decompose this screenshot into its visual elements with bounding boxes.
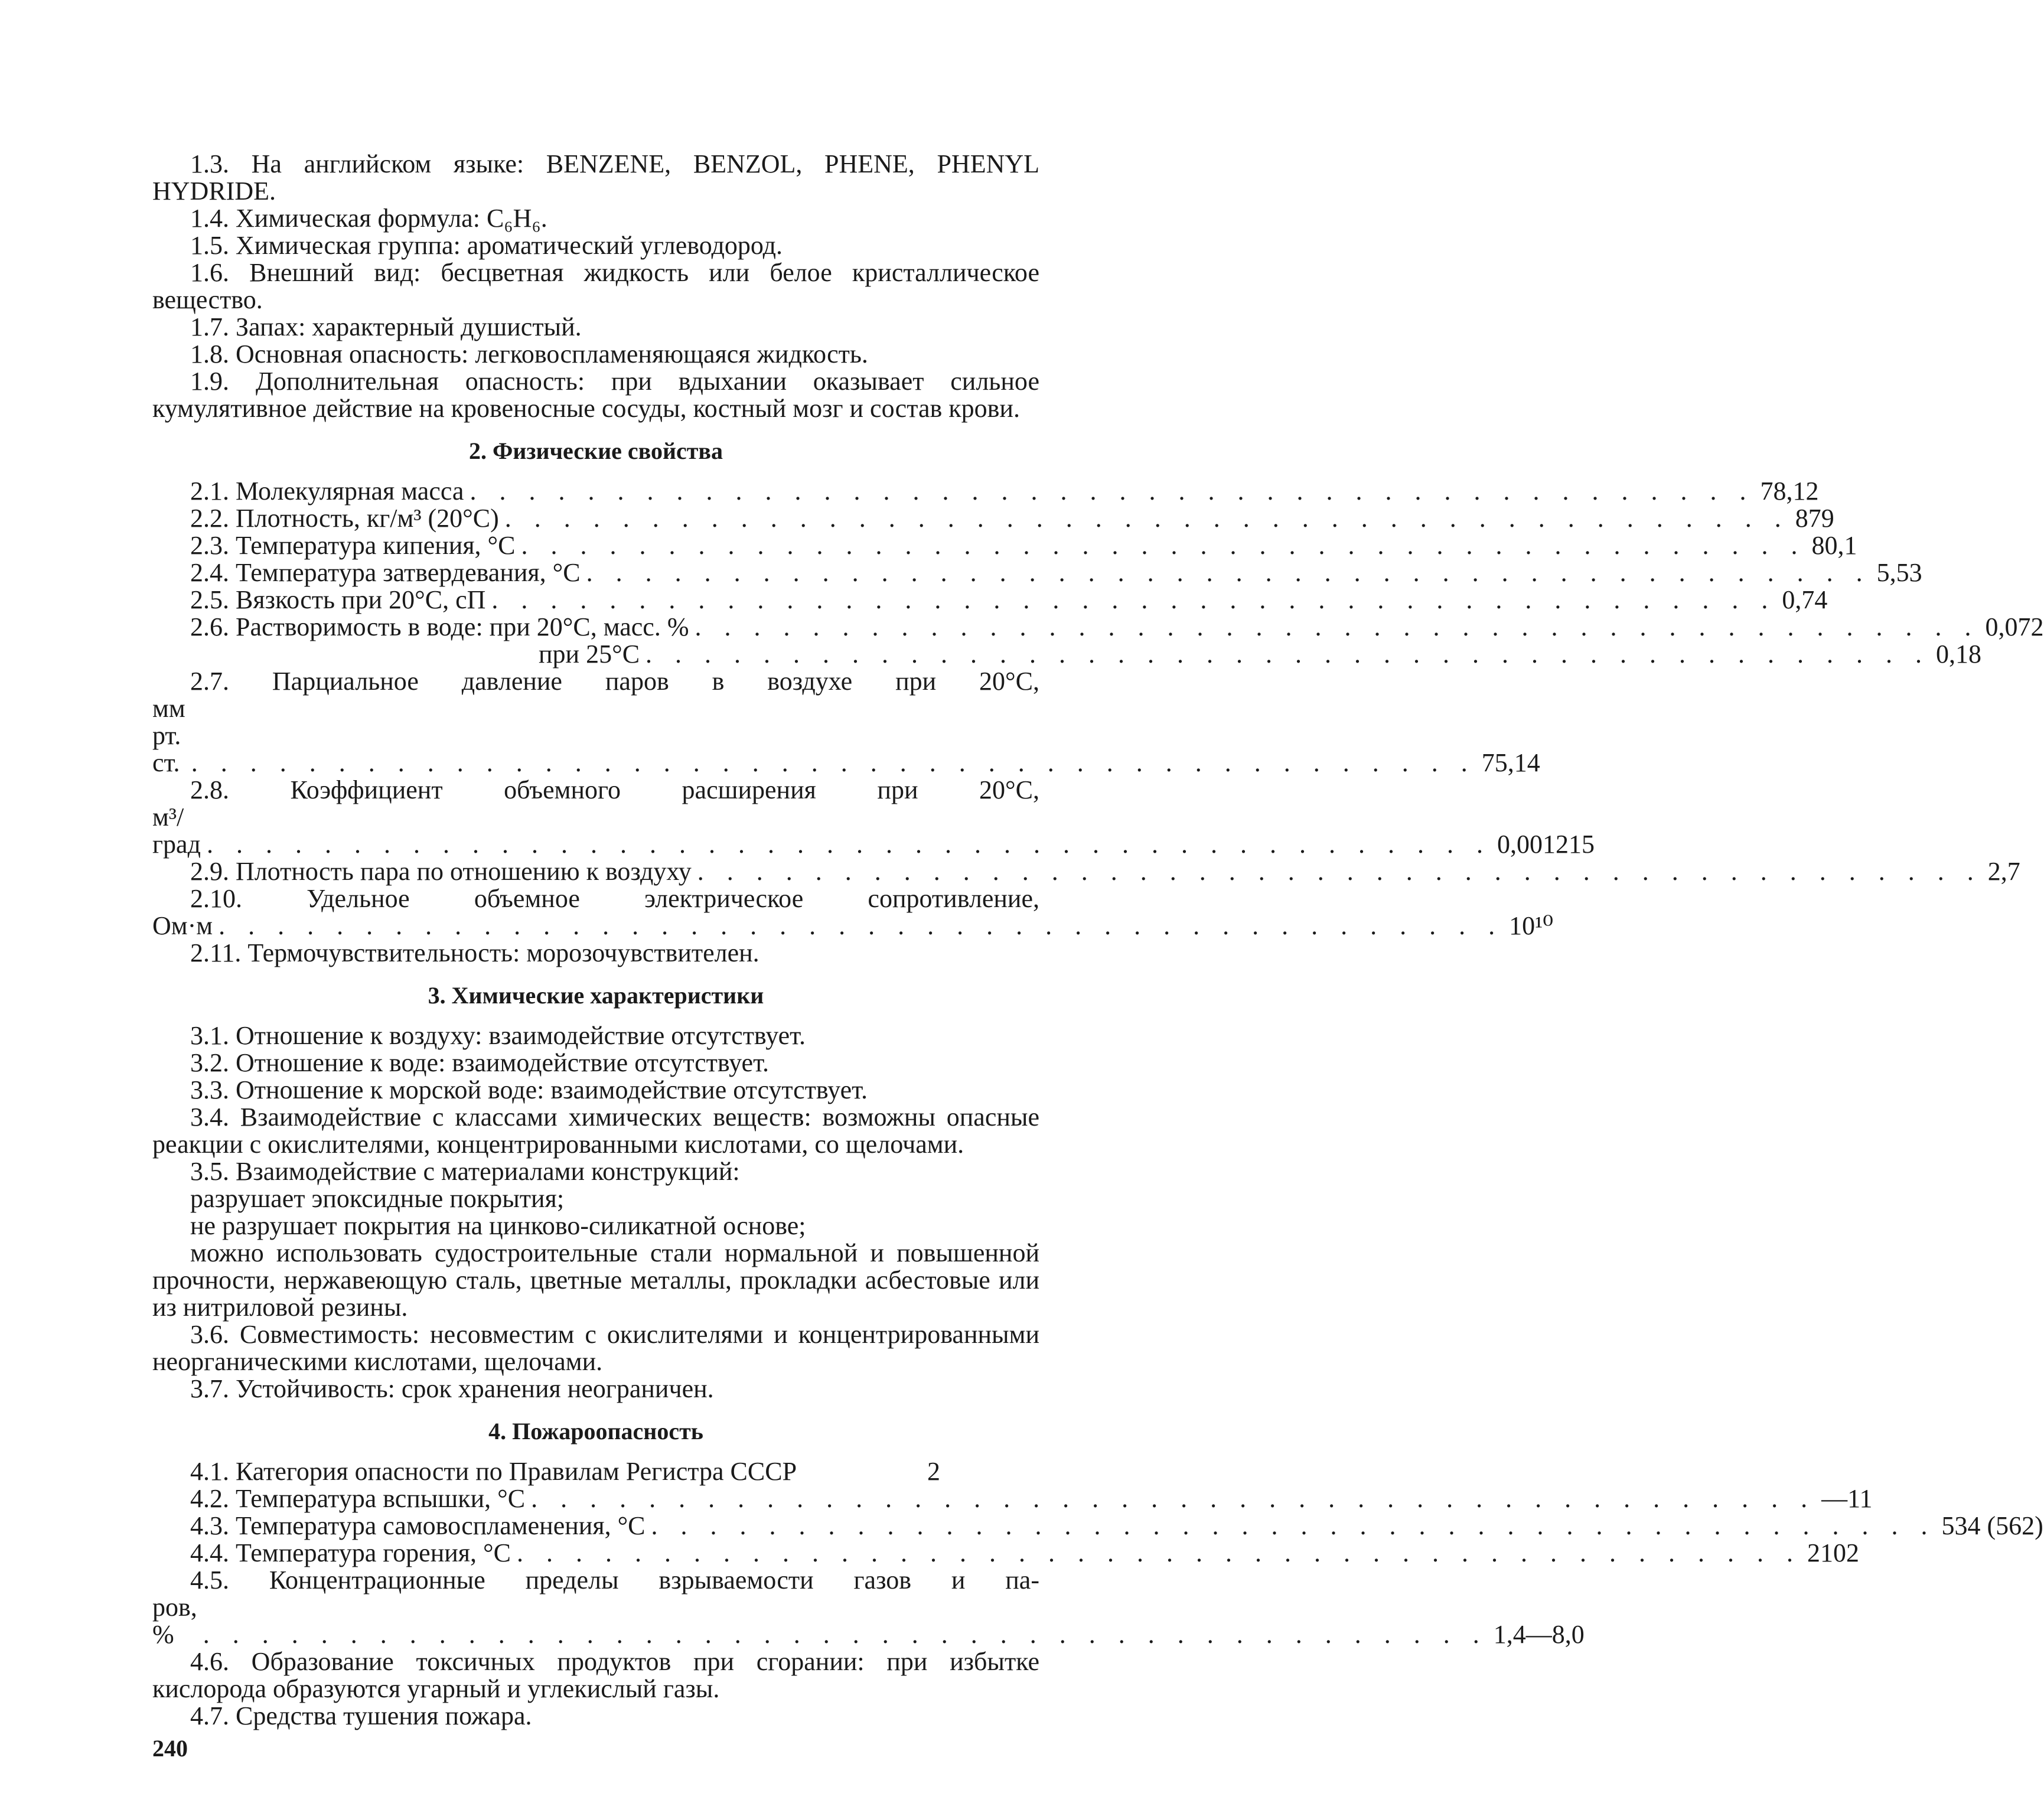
property-row-2-4: 2.4. Температура затвердевания, °С . . . . . . . . . . . . . . . . . . . . . . . . . . . . . . . . . . . . . . . . . . . . 5,53 bbox=[190, 558, 1922, 587]
property-row-2-7: 2.7. Парциальное давление паров в воздухе при 20°С, мм рт. ст. . . . . . . . . . . . . . . . . . . . . . . . . . . . . . . . . . . . . . . . . . . . . 75,14 bbox=[152, 667, 1540, 777]
section-4-title: 4. Пожароопасность bbox=[488, 1418, 703, 1444]
item-3-7: 3.7. Устойчивость: срок хранения неограничен. bbox=[190, 1374, 714, 1403]
item-3-6: 3.6. Совместимость: несовместим с окислителями и концентрированными неорганическими кислотами, щелочами. bbox=[152, 1320, 1039, 1376]
section-2 bbox=[152, 477, 2044, 967]
property-value: 1,4—8,0 bbox=[1493, 1620, 1585, 1649]
item-3-3: 3.3. Отношение к морской воде: взаимодействие отсутствует. bbox=[190, 1075, 868, 1104]
item-3-5-line-1: разрушает эпоксидные покрытия; bbox=[190, 1184, 565, 1213]
item-1-9: 1.9. Дополнительная опасность: при вдыхании оказывает сильное кумулятивное действие на кровеносные сосуды, костный мозг и состав крови. bbox=[152, 367, 1039, 423]
item-1-3: 1.3. На английском языке: BENZENE, BENZOL, PHENE, PHENYL HYDRIDE. bbox=[152, 149, 1039, 206]
property-value: 10¹⁰ bbox=[1509, 911, 1553, 940]
section-3 bbox=[152, 1022, 1039, 1403]
property-value: 0,18 bbox=[1936, 640, 1982, 669]
item-4-6: 4.6. Образование токсичных продуктов при сгорании: при избытке кислорода образуются угарный и углекислый газы. bbox=[152, 1647, 1039, 1703]
page-number: 240 bbox=[152, 1735, 188, 1762]
item-1-4: 1.4. Химическая формула: C₆H₆. bbox=[190, 204, 547, 233]
item-1-7: 1.7. Запах: характерный душистый. bbox=[190, 312, 582, 341]
property-row-2-9: 2.9. Плотность пара по отношению к воздуху . . . . . . . . . . . . . . . . . . . . . . . . . . . . . . . . . . . . . . . . . . . . 2,7 bbox=[190, 857, 2020, 886]
item-3-4: 3.4. Взаимодействие с классами химических веществ: возможны опасные реакции с окислителями, концентрированными кислотами, со щелочами. bbox=[152, 1103, 1039, 1159]
property-row-2-2: 2.2. Плотность, кг/м³ (20°С) . . . . . . . . . . . . . . . . . . . . . . . . . . . . . . . . . . . . . . . . . . . . 879 bbox=[190, 504, 1834, 533]
item-3-5-line-3: можно использовать судостроительные стали нормальной и повышенной прочности, нержавеющую сталь, цветные металлы, прокладки асбестовые или из нитриловой резины. bbox=[152, 1238, 1039, 1322]
property-value: 0,072 bbox=[1985, 612, 2044, 641]
item-2-11: 2.11. Термочувствительность: морозочувствителен. bbox=[190, 938, 759, 967]
property-value: 5,53 bbox=[1876, 558, 1922, 587]
property-value: 80,1 bbox=[1811, 531, 1857, 560]
property-row-4-4: 4.4. Температура горения, °С . . . . . . . . . . . . . . . . . . . . . . . . . . . . . . . . . . . . . . . . . . . . 2102 bbox=[190, 1538, 1859, 1567]
property-row-2-8: 2.8. Коэффициент объемного расширения при 20°С, м³/град . . . . . . . . . . . . . . . . . . . . . . . . . . . . . . . . . . . . . . . . . . . . 0,001215 bbox=[152, 775, 1595, 859]
property-row-2-10: 2.10. Удельное объемное электрическое сопротивление, Ом·м . . . . . . . . . . . . . . . . . . . . . . . . . . . . . . . . . . . . . . . . . . . . 10¹⁰ bbox=[152, 884, 1553, 940]
section-3-title: 3. Химические характеристики bbox=[428, 982, 764, 1009]
property-value: 2,7 bbox=[1987, 857, 2020, 886]
item-3-5: 3.5. Взаимодействие с материалами конструкций: bbox=[190, 1157, 740, 1186]
property-value: 534 (562) bbox=[1941, 1511, 2043, 1540]
item-3-2: 3.2. Отношение к воде: взаимодействие отсутствует. bbox=[190, 1048, 769, 1077]
property-row-4-3: 4.3. Температура самовоспламенения, °С . . . . . . . . . . . . . . . . . . . . . . . . . . . . . . . . . . . . . . . . . . . . 534 (562) bbox=[190, 1511, 2043, 1540]
property-value: 0,74 bbox=[1782, 585, 1828, 614]
property-value: 78,12 bbox=[1760, 477, 1819, 506]
property-row-2-6-b: при 25°С . . . . . . . . . . . . . . . . . . . . . . . . . . . . . . . . . . . . . . . . . . . . 0,18 bbox=[539, 640, 1982, 669]
property-value: 75,14 bbox=[1481, 748, 1540, 777]
property-value: 0,001215 bbox=[1497, 830, 1595, 859]
property-row-4-5: 4.5. Концентрационные пределы взрываемости газов и па- ров, % . . . . . . . . . . . . . . . . . . . . . . . . . . . . . . . . . . . . . . . . . . . . 1,4—8,0 bbox=[152, 1566, 1585, 1649]
document-page bbox=[152, 149, 2044, 1730]
item-1-5: 1.5. Химическая группа: ароматический углеводород. bbox=[190, 231, 783, 260]
item-3-1: 3.1. Отношение к воздуху: взаимодействие отсутствует. bbox=[190, 1021, 806, 1050]
section-2-title: 2. Физические свойства bbox=[468, 438, 723, 464]
property-row-2-5: 2.5. Вязкость при 20°С, сП . . . . . . . . . . . . . . . . . . . . . . . . . . . . . . . . . . . . . . . . . . . . 0,74 bbox=[190, 585, 1828, 614]
property-row-4-1: 4.1. Категория опасности по Правилам Регистра СССР 2 bbox=[152, 1458, 1039, 1485]
item-1-8: 1.8. Основная опасность: легковоспламеняющаяся жидкость. bbox=[190, 340, 868, 369]
property-value: 2102 bbox=[1807, 1538, 1859, 1567]
property-row-4-2: 4.2. Температура вспышки, °С . . . . . . . . . . . . . . . . . . . . . . . . . . . . . . . . . . . . . . . . . . . . —11 bbox=[190, 1484, 1873, 1513]
property-value: —11 bbox=[1821, 1484, 1873, 1513]
property-value: 2 bbox=[927, 1457, 940, 1486]
property-row-2-1: 2.1. Молекулярная масса . . . . . . . . . . . . . . . . . . . . . . . . . . . . . . . . . . . . . . . . . . . . 78,12 bbox=[190, 477, 1819, 506]
item-4-7: 4.7. Средства тушения пожара. bbox=[190, 1701, 532, 1730]
property-row-2-6: 2.6. Растворимость в воде: при 20°С, масс. % . . . . . . . . . . . . . . . . . . . . . . . . . . . . . . . . . . . . . . . . . . . . 0,072 bbox=[190, 612, 2044, 641]
property-row-2-3: 2.3. Температура кипения, °С . . . . . . . . . . . . . . . . . . . . . . . . . . . . . . . . . . . . . . . . . . . . 80,1 bbox=[190, 531, 1857, 560]
item-3-5-line-2: не разрушает покрытия на цинково-силикатной основе; bbox=[190, 1211, 806, 1240]
property-value: 879 bbox=[1795, 504, 1834, 533]
section-4 bbox=[152, 1457, 2043, 1730]
section-1 bbox=[152, 151, 1039, 422]
item-1-6: 1.6. Внешний вид: бесцветная жидкость или белое кристаллическое вещество. bbox=[152, 258, 1039, 314]
